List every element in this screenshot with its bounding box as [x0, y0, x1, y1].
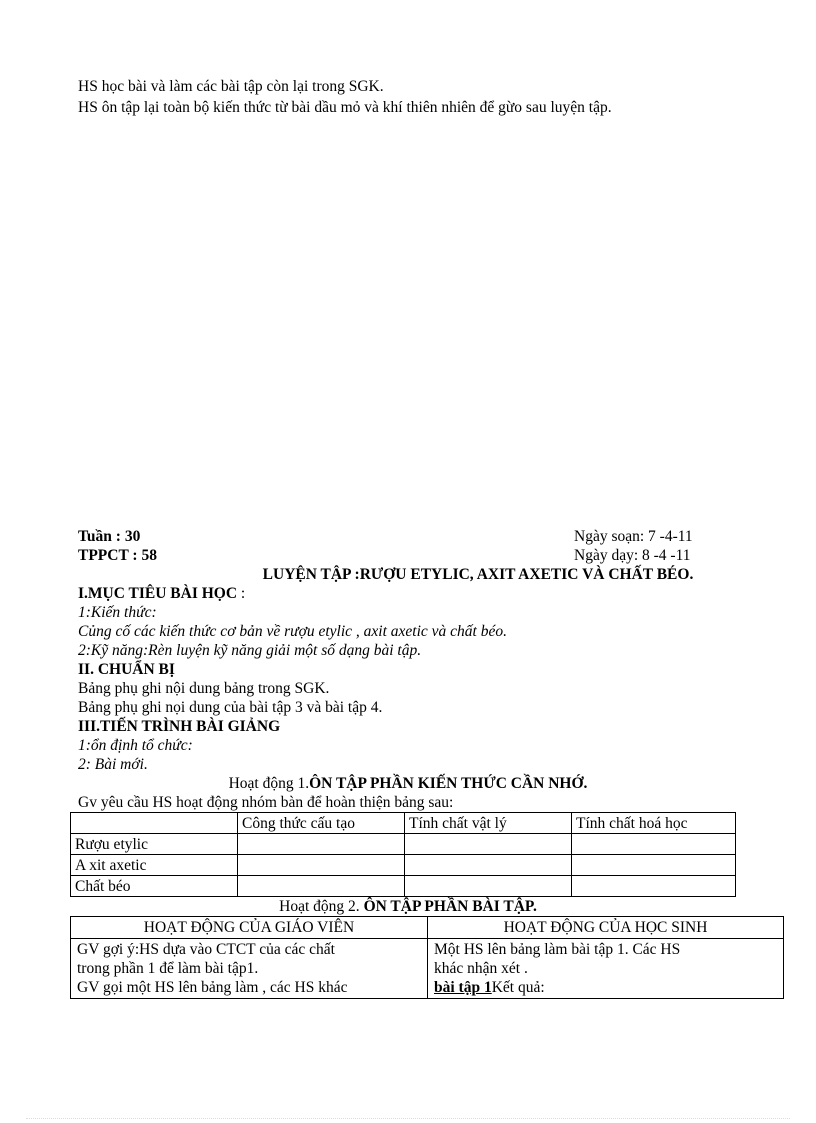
homework-line: HS ôn tập lại toàn bộ kiến thức từ bài dầu mỏ và khí thiên nhiên để gừo sau luyện tập. [78, 99, 612, 116]
student-activity-cell [428, 939, 784, 999]
table-cell[interactable] [238, 855, 405, 876]
section3-line: 2: Bài mới. [78, 756, 148, 773]
header-row-week [78, 527, 758, 546]
section1-heading-suffix: : [237, 585, 246, 602]
activity1-instruction: Gv yêu cầu HS hoạt động nhóm bàn để hoàn thiện bảng sau: [78, 794, 454, 811]
student-column-header: HOẠT ĐỘNG CỦA HỌC SINH [428, 917, 784, 939]
activity2-title: ÔN TẬP PHẦN BÀI TẬP. [363, 898, 537, 915]
table-cell[interactable] [572, 855, 736, 876]
section3-line: 1:ổn định tổ chức: [78, 737, 193, 754]
teacher-line: GV gợi ý:HS dựa vào CTCT của các chất [77, 941, 335, 958]
teach-date: Ngày dạy: 8 -4 -11 [574, 547, 691, 564]
table-cell[interactable] [405, 876, 572, 897]
table-row [71, 834, 736, 855]
student-line: Một HS lên bảng làm bài tập 1. Các HS [434, 941, 681, 958]
section2-line: Bảng phụ ghi nội dung bảng trong SGK. [78, 680, 330, 697]
table-header-cell: Công thức cấu tạo [238, 813, 405, 834]
period-label: TPPCT : 58 [78, 547, 157, 564]
table-row [71, 855, 736, 876]
lesson-title: LUYỆN TẬP :RƯỢU ETYLIC, AXIT AXETIC VÀ CHẤT BÉO. [262, 566, 694, 583]
activity2-heading [78, 897, 758, 916]
table-row-label: Chất béo [71, 876, 238, 897]
section2-line: Bảng phụ ghi nọi dung của bài tập 3 và bài tập 4. [78, 699, 383, 716]
homework-notes [78, 76, 612, 118]
section1-heading-text: I.MỤC TIÊU BÀI HỌC [78, 585, 238, 602]
section1-heading [78, 584, 758, 603]
table-cell[interactable] [238, 834, 405, 855]
section2-heading: II. CHUẨN BỊ [78, 661, 175, 678]
activities-table [70, 916, 784, 999]
section1-line: Củng cố các kiến thức cơ bản về rượu etylic , axit axetic và chất béo. [78, 623, 507, 640]
exercise-line [434, 978, 777, 997]
activity2-prefix: Hoạt động 2. [279, 898, 364, 915]
table-row-label: Rượu etylic [71, 834, 238, 855]
table-header-cell: Tính chất hoá học [572, 813, 736, 834]
table-header-cell: Tính chất vật lý [405, 813, 572, 834]
teacher-column-header: HOẠT ĐỘNG CỦA GIÁO VIÊN [71, 917, 428, 939]
prep-date: Ngày soạn: 7 -4-11 [574, 528, 693, 545]
teacher-line: trong phần 1 để làm bài tập1. [77, 960, 259, 977]
lesson-plan [75, 527, 758, 999]
table-cell[interactable] [405, 855, 572, 876]
table-cell[interactable] [405, 834, 572, 855]
teacher-activity-cell [71, 939, 428, 999]
section3-heading: III.TIẾN TRÌNH BÀI GIẢNG [78, 718, 281, 735]
table-cell[interactable] [572, 834, 736, 855]
homework-line: HS học bài và làm các bài tập còn lại trong SGK. [78, 78, 384, 95]
table-header-row [71, 813, 736, 834]
table-row [71, 876, 736, 897]
section1-line: 1:Kiến thức: [78, 604, 157, 621]
week-label: Tuần : 30 [78, 528, 141, 545]
activity1-prefix: Hoạt động 1. [228, 775, 310, 792]
header-row-period [78, 546, 758, 565]
section1-line: 2:Kỹ năng:Rèn luyện kỹ năng giải một số dạng bài tập. [78, 642, 422, 659]
page-bottom-divider [26, 1118, 790, 1119]
activity1-title: ÔN TẬP PHẦN KIẾN THỨC CẦN NHỚ. [309, 775, 588, 792]
knowledge-table [70, 812, 736, 897]
activity1-heading [78, 774, 758, 793]
table-row-label: A xit axetic [71, 855, 238, 876]
table-header-cell [71, 813, 238, 834]
teacher-line: GV gọi một HS lên bảng làm , các HS khác [77, 979, 348, 996]
table-cell[interactable] [572, 876, 736, 897]
activities-row [71, 939, 784, 999]
student-line: khác nhận xét . [434, 960, 528, 977]
activities-header-row [71, 917, 784, 939]
exercise-label: bài tập 1 [434, 979, 492, 996]
exercise-result: Kết quả: [491, 979, 545, 996]
table-cell[interactable] [238, 876, 405, 897]
